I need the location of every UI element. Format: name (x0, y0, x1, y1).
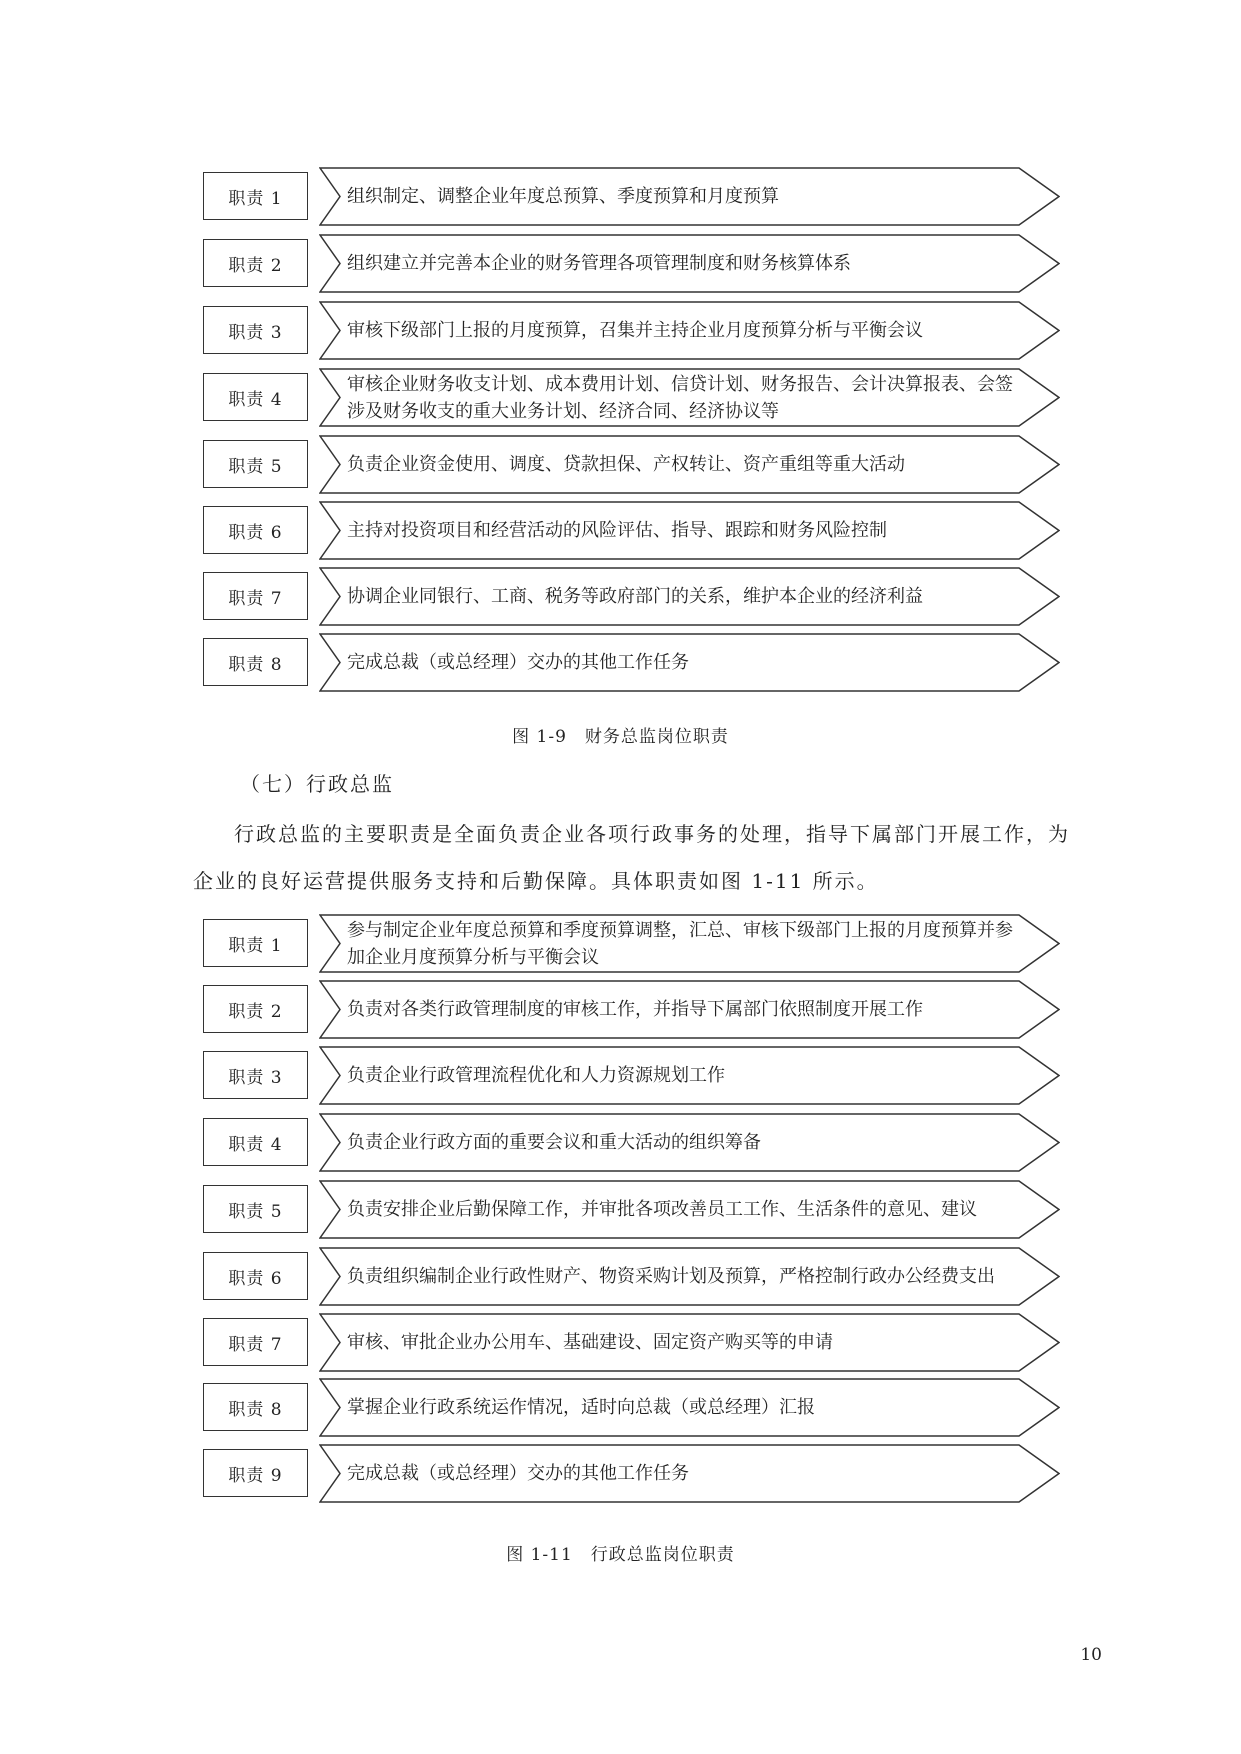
duty-row (203, 435, 1060, 494)
duty-text: 掌握企业行政系统运作情况，适时向总裁（或总经理）汇报 (347, 1397, 815, 1418)
duty-label: 职责 6 (203, 506, 308, 554)
duty-label: 职责 2 (203, 239, 308, 287)
duty-arrow (319, 435, 1060, 494)
duty-row (203, 567, 1060, 626)
duty-label: 职责 8 (203, 1383, 308, 1431)
duty-text: 审核、审批企业办公用车、基础建设、固定资产购买等的申请 (347, 1332, 833, 1353)
duty-arrow (319, 914, 1060, 973)
duty-label: 职责 4 (203, 373, 308, 421)
duty-text: 负责企业行政方面的重要会议和重大活动的组织筹备 (347, 1132, 761, 1153)
duty-label: 职责 4 (203, 1118, 308, 1166)
duty-arrow (319, 1046, 1060, 1105)
duty-row (203, 167, 1060, 226)
duty-row (203, 301, 1060, 360)
duty-arrow (319, 1313, 1060, 1372)
duty-text: 组织制定、调整企业年度总预算、季度预算和月度预算 (347, 186, 779, 207)
duty-label: 职责 5 (203, 440, 308, 488)
duty-text: 主持对投资项目和经营活动的风险评估、指导、跟踪和财务风险控制 (347, 520, 887, 541)
duty-label: 职责 9 (203, 1449, 308, 1497)
duty-arrow (319, 1180, 1060, 1239)
duty-label: 职责 5 (203, 1185, 308, 1233)
figure-caption: 图 1-9 财务总监岗位职责 (512, 727, 729, 747)
duty-arrow (319, 567, 1060, 626)
duty-arrow (319, 167, 1060, 226)
section-heading: （七）行政总监 (240, 772, 394, 796)
duty-label: 职责 8 (203, 638, 308, 686)
duty-text: 审核企业财务收支计划、成本费用计划、信贷计划、财务报告、会计决算报表、会签涉及财务收支的重大业务计划、经济合同、经济协议等 (347, 373, 1013, 422)
duty-arrow (319, 234, 1060, 293)
duty-row (203, 1444, 1060, 1503)
duty-arrow (319, 633, 1060, 692)
duty-row (203, 1180, 1060, 1239)
duty-text: 审核下级部门上报的月度预算，召集并主持企业月度预算分析与平衡会议 (347, 320, 923, 341)
duty-text: 负责对各类行政管理制度的审核工作，并指导下属部门依照制度开展工作 (347, 999, 923, 1020)
duty-row (203, 633, 1060, 692)
duty-row (203, 1247, 1060, 1306)
duty-label: 职责 7 (203, 572, 308, 620)
duty-text: 协调企业同银行、工商、税务等政府部门的关系，维护本企业的经济利益 (347, 586, 923, 607)
duty-label: 职责 7 (203, 1318, 308, 1366)
duty-arrow (319, 368, 1060, 427)
duty-row (203, 234, 1060, 293)
duty-arrow (319, 1247, 1060, 1306)
page-number: 10 (1080, 1645, 1102, 1665)
duty-text: 完成总裁（或总经理）交办的其他工作任务 (347, 1463, 689, 1484)
duty-row (203, 368, 1060, 427)
duty-row (203, 501, 1060, 560)
duty-arrow (319, 1378, 1060, 1437)
duty-label: 职责 1 (203, 172, 308, 220)
duty-row (203, 1378, 1060, 1437)
duty-label: 职责 2 (203, 985, 308, 1033)
figure-caption: 图 1-11 行政总监岗位职责 (506, 1545, 735, 1565)
duty-text: 负责企业行政管理流程优化和人力资源规划工作 (347, 1065, 725, 1086)
duty-arrow (319, 1444, 1060, 1503)
duty-text: 参与制定企业年度总预算和季度预算调整，汇总、审核下级部门上报的月度预算并参加企业月度预算分析与平衡会议 (347, 919, 1013, 968)
body-paragraph-line: 行政总监的主要职责是全面负责企业各项行政事务的处理，指导下属部门开展工作，为 (234, 822, 1070, 846)
duty-arrow (319, 1113, 1060, 1172)
duty-text: 组织建立并完善本企业的财务管理各项管理制度和财务核算体系 (347, 253, 851, 274)
duty-text: 完成总裁（或总经理）交办的其他工作任务 (347, 652, 689, 673)
duty-text: 负责企业资金使用、调度、贷款担保、产权转让、资产重组等重大活动 (347, 454, 905, 475)
duty-text: 负责组织编制企业行政性财产、物资采购计划及预算，严格控制行政办公经费支出 (347, 1266, 995, 1287)
duty-arrow (319, 301, 1060, 360)
duty-row (203, 1046, 1060, 1105)
duty-label: 职责 3 (203, 1051, 308, 1099)
duty-arrow (319, 980, 1060, 1039)
duty-text: 负责安排企业后勤保障工作，并审批各项改善员工工作、生活条件的意见、建议 (347, 1199, 977, 1220)
duty-row (203, 914, 1060, 973)
duty-row (203, 1113, 1060, 1172)
duty-label: 职责 6 (203, 1252, 308, 1300)
duty-label: 职责 1 (203, 919, 308, 967)
body-paragraph-line: 企业的良好运营提供服务支持和后勤保障。具体职责如图 1-11 所示。 (193, 869, 879, 893)
duty-row (203, 1313, 1060, 1372)
duty-arrow (319, 501, 1060, 560)
duty-row (203, 980, 1060, 1039)
duty-label: 职责 3 (203, 306, 308, 354)
